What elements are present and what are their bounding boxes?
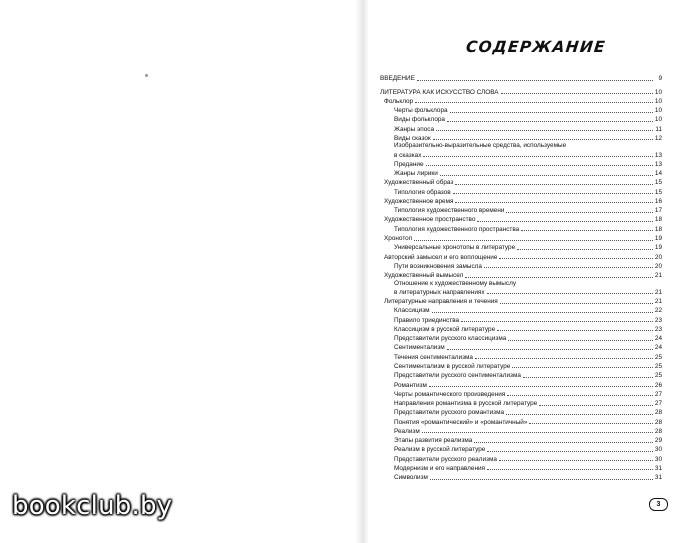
toc-entry[interactable] [380,114,662,123]
toc-entry-page: 21 [654,272,662,280]
toc-leader-dots [507,394,653,396]
toc-leader-dots [453,192,653,194]
toc-entry-page: 19 [654,235,662,243]
toc-entry[interactable] [380,159,662,168]
toc-entry-page: 15 [654,188,662,196]
toc-entry-page: 18 [654,216,662,224]
toc-entry-title: Реализм в русской литературе [394,446,486,454]
toc-entry[interactable] [380,279,662,287]
toc-leader-dots [447,348,653,350]
toc-leader-dots [501,92,653,94]
toc-leader-dots [477,220,653,222]
toc-leader-dots [474,441,653,443]
toc-entry-title: Представители русского романтизма [394,409,505,417]
toc-entry-page: 23 [654,316,662,324]
toc-entry-page: 27 [654,400,662,408]
page-number-badge: 3 [649,498,668,511]
toc-entry-title: Авторский замысел и его воплощение [384,253,498,261]
toc-entry-page: 25 [654,362,662,370]
toc-entry-page: 21 [654,288,662,296]
toc-entry-title: Черты фольклора [394,107,448,115]
toc-leader-dots [423,155,653,157]
toc-entry-page: 26 [654,381,662,389]
toc-entry-title: Представители русского классицизма [394,335,507,343]
toc-entry-title: в литературных направлениях [394,288,485,296]
toc-entry-title: Понятия «романтический» и «романтичный» [394,418,528,426]
toc-leader-dots [450,111,653,113]
toc-entry-title: Типология образов [394,188,451,196]
toc-leader-dots [455,183,653,185]
toc-entry[interactable] [380,426,662,435]
toc-entry[interactable] [380,379,662,388]
toc-leader-dots [487,450,653,452]
toc-entry[interactable] [380,86,662,95]
toc-leader-dots [529,422,653,424]
toc-entry[interactable] [380,73,662,82]
toc-entry-page: 28 [654,409,662,417]
watermark-text: bookclub.by [12,491,173,521]
toc-entry-page: 27 [654,390,662,398]
toc-entry-title: Модернизм и его направления [394,464,486,472]
toc-entry[interactable] [380,370,662,379]
toc-entry[interactable] [380,324,662,333]
toc-entry-title: Черты романтического произведения [394,390,506,398]
toc-leader-dots [487,292,653,294]
toc-entry-title: Универсальные хронотопы в литературе [394,244,516,252]
toc-entry[interactable] [380,186,662,195]
toc-entry-title: Сентиментализм [394,344,445,352]
toc-entry-title: Направления романтизма в русской литературе [394,400,538,408]
toc-entry-title: Символизм [394,474,428,482]
toc-entry-page: 31 [654,474,662,482]
toc-entry-page: 10 [654,88,662,96]
toc-entry-title: Классицизм [394,307,430,315]
toc-entry-page: 16 [654,197,662,205]
toc-entry-title: Фольклор [384,97,414,105]
toc-entry-title: Пути возникновения замысла [394,262,482,270]
toc-leader-dots [422,431,653,433]
toc-leader-dots [484,266,653,268]
toc-entry-page: 14 [654,170,662,178]
toc-entry[interactable] [380,242,662,251]
toc-entry[interactable] [380,305,662,314]
toc-entry-title: Типология художественного пространства [394,225,520,233]
toc-entry-title: Отношение к художественному вымыслу [394,279,517,287]
toc-entry[interactable] [380,196,662,205]
toc-leader-dots [465,276,653,278]
toc-entry[interactable] [380,133,662,142]
toc-leader-dots [429,385,653,387]
toc-leader-dots [539,404,653,406]
toc-entry-page: 28 [654,418,662,426]
toc-entry[interactable] [380,251,662,260]
toc-entry[interactable] [380,444,662,453]
toc-entry[interactable] [380,435,662,444]
toc-leader-dots [512,366,653,368]
toc-leader-dots [432,311,653,313]
toc-entry-page: 31 [654,464,662,472]
toc-entry-title: Представители русского реализма [394,455,497,463]
toc-entry-title: Художественный вымысел [384,272,464,280]
toc-entry-page: 20 [654,253,662,261]
toc-entry[interactable] [380,142,662,150]
toc-entry[interactable] [380,463,662,472]
toc-entry[interactable] [380,333,662,342]
toc-entry[interactable] [380,361,662,370]
toc-entry[interactable] [380,472,662,481]
toc-entry-title: Литературные направления и течения [384,298,498,306]
toc-leader-dots [497,329,653,331]
toc-entry-page: 10 [654,97,662,105]
toc-entry-page: 23 [654,325,662,333]
toc-entry-title: Сентиментализм в русской литературе [394,362,511,370]
toc-entry[interactable] [380,123,662,132]
toc-entry[interactable] [380,270,662,279]
toc-entry[interactable] [380,105,662,114]
toc-entry[interactable] [380,342,662,351]
toc-entry[interactable] [380,389,662,398]
toc-entry[interactable] [380,261,662,270]
toc-entry-title: Художественный образ [384,179,454,187]
toc-entry-title: Виды сказок [394,134,431,142]
toc-entry-page: 20 [654,262,662,270]
toc-entry[interactable] [380,233,662,242]
toc-entry-page: 12 [654,134,662,142]
toc-entry-title: Классицизм в русской литературе [394,325,496,333]
toc-leader-dots [523,376,653,378]
toc-entry-title: Типология художественного времени [394,207,505,215]
toc-entry[interactable] [380,453,662,462]
toc-leader-dots [517,248,653,250]
toc-entry-title: Художественное пространство [384,216,476,224]
toc-entry-page: 19 [654,244,662,252]
toc-entry-page: 28 [654,427,662,435]
toc-entry-page: 13 [654,151,662,159]
toc-entry-title: Хронотоп [384,235,413,243]
toc-entry[interactable] [380,177,662,186]
toc-entry-page: 17 [654,207,662,215]
toc-entry-page: 10 [654,116,662,124]
toc-leader-dots [475,357,653,359]
toc-leader-dots [417,79,653,81]
toc-leader-dots [430,478,653,480]
toc-entry[interactable] [380,149,662,158]
book-gutter [355,0,369,543]
toc-entry-title: Представители русского сентиментализма [394,372,521,380]
toc-entry-page: 24 [654,344,662,352]
toc-entry-page: 18 [654,225,662,233]
toc-entry-title: Предание [394,160,424,168]
toc-entry[interactable] [380,296,662,305]
toc-leader-dots [506,413,653,415]
toc-leader-dots [436,129,653,131]
toc-leader-dots [500,302,653,304]
page-speck [145,74,148,77]
toc-entry-title: ВВЕДЕНИЕ [380,75,415,83]
toc-entry-page: 15 [654,179,662,187]
toc-entry-title: в сказках [394,151,422,159]
table-of-contents [380,73,662,481]
toc-leader-dots [499,459,653,461]
toc-entry[interactable] [380,314,662,323]
toc-entry[interactable] [380,205,662,214]
toc-entry-page: 10 [654,107,662,115]
toc-entry-page: 22 [654,307,662,315]
toc-leader-dots [440,174,653,176]
toc-entry-title: Романтизм [394,381,427,389]
toc-entry-title: Виды фольклора [394,116,445,124]
toc-entry-title: ЛИТЕРАТУРА КАК ИСКУССТВО СЛОВА [380,88,499,96]
toc-entry-title: Изобразительно-выразительные средства, используемые [394,142,567,150]
toc-entry[interactable] [380,287,662,296]
toc-entry-page: 29 [654,437,662,445]
toc-leader-dots [521,229,653,231]
toc-entry[interactable] [380,351,662,360]
toc-leader-dots [455,201,653,203]
toc-entry-title: Художественное время [384,197,454,205]
toc-leader-dots [506,211,653,213]
toc-title: СОДЕРЖАНИЕ [465,38,607,56]
toc-entry-title: Жанры лирики [394,170,438,178]
toc-entry[interactable] [380,168,662,177]
toc-entry-page: 30 [654,446,662,454]
toc-entry[interactable] [380,223,662,232]
toc-entry-page: 25 [654,372,662,380]
toc-entry-page: 21 [654,298,662,306]
toc-entry-page: 24 [654,335,662,343]
toc-leader-dots [508,339,653,341]
toc-entry-title: Реализм [394,427,420,435]
toc-leader-dots [487,468,653,470]
toc-entry-title: Жанры эпоса [394,125,435,133]
toc-entry[interactable] [380,96,662,105]
toc-leader-dots [447,120,653,122]
toc-leader-dots [426,164,654,166]
toc-leader-dots [415,101,653,103]
toc-entry-page: 13 [654,160,662,168]
toc-entry-title: Правило триединства [394,316,460,324]
toc-entry[interactable] [380,214,662,223]
toc-entry[interactable] [380,407,662,416]
toc-entry-page: 30 [654,455,662,463]
toc-entry-page: 9 [658,75,662,83]
toc-leader-dots [433,138,653,140]
toc-leader-dots [461,320,653,322]
toc-entry-title: Течения сентиментализма [394,353,473,361]
toc-entry-page: 25 [654,353,662,361]
toc-leader-dots [499,257,653,259]
toc-entry[interactable] [380,416,662,425]
toc-entry-page: 11 [655,125,662,133]
toc-leader-dots [414,239,653,241]
toc-entry[interactable] [380,398,662,407]
toc-entry-title: Этапы развития реализма [394,437,473,445]
